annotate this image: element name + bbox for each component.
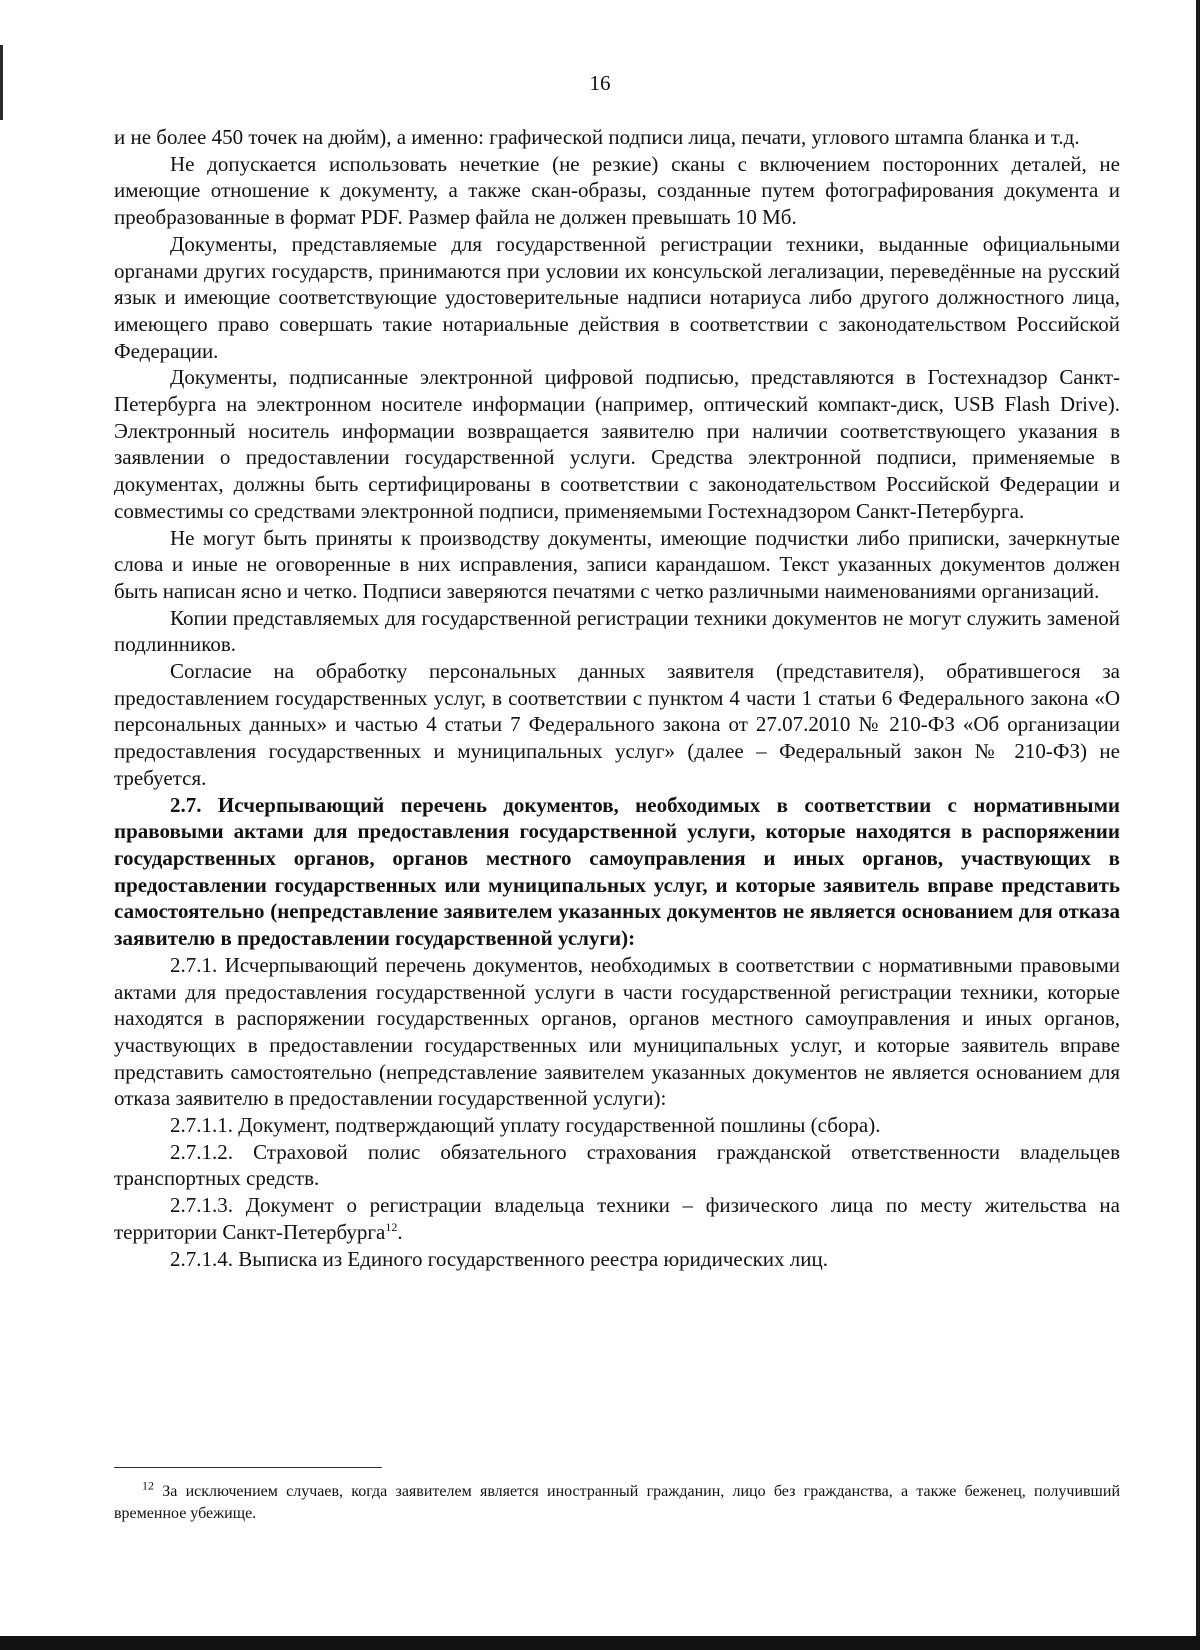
- footnote: [114, 1478, 1120, 1525]
- paragraph-2-7-1: 2.7.1. Исчерпывающий перечень документов, необходимых в соответствии с нормативными правовыми актами для предоставления государственной услуги в части государственной регистрации техники, которые находятся в распоряжении государственных органов, органов местного самоуправления и иных органов, участвующих в предоставлении государственных или муниципальных услуг, и которые заявитель вправе представить самостоятельно (непредставление заявителем указанных документов не является основанием для отказа заявителю в предоставлении государственной услуги):: [114, 952, 1120, 1111]
- section-heading-2-7: 2.7. Исчерпывающий перечень документов, необходимых в соответствии с нормативными правовыми актами для предоставления государственной услуги, которые находятся в распоряжении государственных органов, органов местного самоуправления и иных органов, участвующих в предоставлении государственных или муниципальных услуг, и которые заявитель вправе представить самостоятельно (непредставление заявителем указанных документов не является основанием для отказа заявителю в предоставлении государственной услуги):: [114, 792, 1120, 951]
- page-number: 16: [589, 71, 611, 95]
- list-item-2-7-1-4: 2.7.1.4. Выписка из Единого государственного реестра юридических лиц.: [170, 1246, 828, 1271]
- document-body: [114, 124, 1120, 1272]
- list-item-2-7-1-3-tail: .: [397, 1219, 403, 1244]
- paragraph-foreign-documents: Документы, представляемые для государственной регистрации техники, выданные официальными органами других государств, принимаются при условии их консульской легализации, переведённые на русский язык и имеющие соответствующие удостоверительные надписи нотариуса либо другого должностного лица, имеющего право совершать такие нотариальные действия в соответствии с законодательством Российской Федерации.: [114, 231, 1120, 363]
- footnote-paragraph: [114, 1478, 1120, 1525]
- scan-edge-right: [1196, 0, 1200, 1650]
- paragraph-electronic-signature: Документы, подписанные электронной цифровой подписью, представляются в Гостехнадзор Санкт-Петербурга на электронном носителе информации (например, оптический компакт-диск, USB Flash Drive). Электронный носитель информации возвращается заявителю при наличии соответствующего указания в заявлении о предоставлении государственной услуги. Средства электронной подписи, применяемые в документах, должны быть сертифицированы в соответствии с законодательством Российской Федерации и совместимы со средствами электронной подписи, применяемыми Гостехнадзором Санкт-Петербурга.: [114, 365, 1120, 523]
- list-item-2-7-1-3-text: 2.7.1.3. Документ о регистрации владельца техники – физического лица по месту жительства на территории Санкт-Петербурга: [114, 1193, 1120, 1244]
- paragraph-continuation: и не более 450 точек на дюйм), а именно: графической подписи лица, печати, углового штампа бланка и т.д.: [114, 125, 1080, 149]
- list-item-2-7-1-2: 2.7.1.2. Страховой полис обязательного страхования гражданской ответственности владельцев транспортных средств.: [114, 1139, 1120, 1191]
- footnote-text: За исключением случаев, когда заявителем является иностранный гражданин, лицо без гражданства, а также беженец, получивший временное убежище.: [114, 1483, 1120, 1522]
- footnote-separator: [114, 1467, 382, 1468]
- list-item-2-7-1-3: [114, 1192, 1120, 1245]
- paragraph-personal-data-consent: Согласие на обработку персональных данных заявителя (представителя), обратившегося за предоставлением государственных услуг, в соответствии с пунктом 4 части 1 статьи 6 Федерального закона «О персональных данных» и частью 4 статьи 7 Федерального закона от 27.07.2010 № 210-ФЗ «Об организации предоставления государственных и муниципальных услуг» (далее – Федеральный закон № 210-ФЗ) не требуется.: [114, 659, 1120, 790]
- paragraph-scan-requirements: Не допускается использовать нечеткие (не резкие) сканы с включением посторонних деталей, не имеющие отношение к документу, а также скан-образы, созданные путем фотографирования документа и преобразованные в формат PDF. Размер файла не должен превышать 10 Мб.: [114, 151, 1120, 230]
- scan-edge-bottom: [0, 1636, 1200, 1650]
- footnote-reference: 12: [385, 1219, 398, 1234]
- footnote-marker: 12: [142, 1478, 154, 1493]
- list-item-2-7-1-1: 2.7.1.1. Документ, подтверждающий уплату государственной пошлины (сбора).: [170, 1113, 881, 1138]
- paragraph-rejected-documents: Не могут быть приняты к производству документы, имеющие подчистки либо приписки, зачеркнутые слова и иные не оговоренные в них исправления, записи карандашом. Текст указанных документов должен быть написан ясно и четко. Подписи заверяются печатями с четко различными наименованиями организаций.: [114, 525, 1120, 603]
- paragraph-copies: Копии представляемых для государственной регистрации техники документов не могут служить заменой подлинников.: [114, 605, 1120, 657]
